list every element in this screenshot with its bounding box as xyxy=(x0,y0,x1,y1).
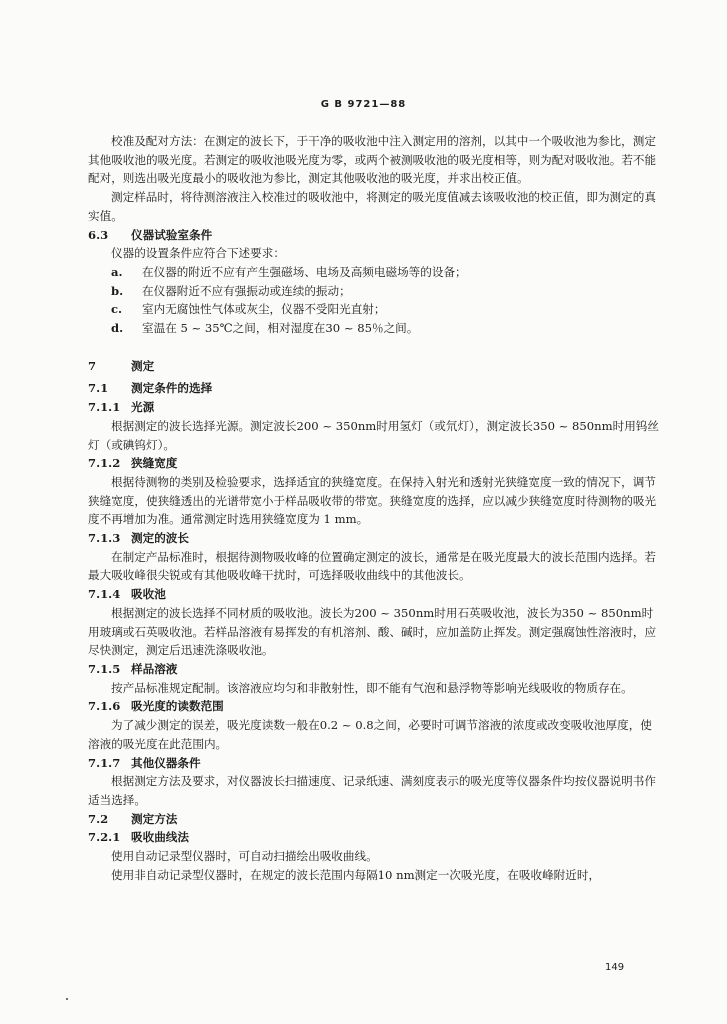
list-item xyxy=(88,282,660,301)
section-title: 吸光度的读数范围 xyxy=(131,699,224,714)
list-label: a. xyxy=(111,264,123,279)
section-number: 6.3 xyxy=(88,227,109,242)
section-title: 其他仪器条件 xyxy=(131,755,201,770)
paragraph: 在制定产品标准时，根据待测物吸收峰的位置确定测定的波长，通常是在吸光度最大的波长范围内选择。若最大吸收峰很尖锐或有其他吸收峰干扰时，可选择吸收曲线中的其他波长。 xyxy=(88,549,656,583)
section-title: 仪器试验室条件 xyxy=(131,227,213,242)
page-number: 149 xyxy=(605,962,625,973)
paragraph: 使用自动记录型仪器时，可自动扫描绘出吸收曲线。 xyxy=(111,849,378,864)
requirements-list xyxy=(88,263,660,338)
list-label: d. xyxy=(111,321,124,336)
section-heading xyxy=(88,529,660,548)
section-number: 7.1.7 xyxy=(88,755,121,770)
paragraph: 测定样品时，将待测溶液注入校准过的吸收池中，将测定的吸光度值减去该吸收池的校正值，即为测定的真实值。 xyxy=(88,190,656,223)
section-heading xyxy=(88,357,660,376)
paragraph: 根据测定的波长选择不同材质的吸收池。波长为200 ~ 350nm时用石英吸收池，波长为350 ~ 850nm时用玻璃或石英吸收池。若样品溶液有易挥发的有机溶剂、酸、碱时，应加盖防止挥发。测定强腐蚀性溶液时，应尽快测定，测定后迅速洗涤吸收池。 xyxy=(88,605,657,658)
section-number: 7.1.5 xyxy=(88,661,121,676)
section-title: 样品溶液 xyxy=(131,661,178,676)
section-number: 7.1.1 xyxy=(88,400,121,415)
section-heading xyxy=(88,585,660,604)
section-heading xyxy=(88,754,660,773)
section-heading xyxy=(88,660,660,679)
section-heading xyxy=(88,697,660,716)
section-title: 测定 xyxy=(131,358,155,373)
paragraph: 校准及配对方法：在测定的波长下，于干净的吸收池中注入测定用的溶剂，以其中一个吸收池为参比，测定其他吸收池的吸光度。若测定的吸收池吸光度为零，或两个被测吸收池的吸光度相等，则为配对吸收池。若不能配对，则选出吸光度最小的吸收池为参比，测定其他吸收池的吸光度，并求出校正值。 xyxy=(88,134,657,186)
section-heading xyxy=(88,828,660,847)
section-heading xyxy=(88,398,660,417)
list-label: b. xyxy=(111,283,124,298)
section-number: 7.1.3 xyxy=(88,531,121,546)
list-text: 在仪器的附近不应有产生强磁场、电场及高频电磁场等的设备； xyxy=(142,264,467,279)
paragraph: 根据待测物的类别及检验要求，选择适宜的狭缝宽度。在保持入射光和透射光狭缝宽度一致的情况下，调节狭缝宽度，使狭缝透出的光谱带宽小于样品吸收带的带宽。狭缝宽度的选择，应以减少狭缝宽度时待测物的吸光度不再增加为准。通常测定时选用狭缝宽度为 1 mm。 xyxy=(88,474,657,527)
section-number: 7.2 xyxy=(88,811,109,826)
paragraph: 使用非自动记录型仪器时，在规定的波长范围内每隔10 nm测定一次吸光度，在吸收峰附近时， xyxy=(111,867,601,882)
paragraph: 为了减少测定的误差，吸光度读数一般在0.2 ~ 0.8之间，必要时可调节溶液的浓度或改变吸收池厚度，使溶液的吸光度在此范围内。 xyxy=(88,718,652,751)
paragraph: 根据测定的波长选择光源。测定波长200 ~ 350nm时用氢灯（或氘灯），测定波长350 ~ 850nm时用钨丝灯（或碘钨灯）。 xyxy=(88,418,659,452)
section-heading xyxy=(88,379,660,398)
section-title: 测定条件的选择 xyxy=(131,381,213,396)
section-heading xyxy=(88,810,660,829)
section-number: 7 xyxy=(88,358,97,373)
list-label: c. xyxy=(111,302,123,317)
document-body xyxy=(88,132,660,884)
section-title: 测定方法 xyxy=(131,811,178,826)
list-text: 室内无腐蚀性气体或灰尘，仪器不受阳光直射； xyxy=(142,302,386,317)
list-text: 在仪器附近不应有强振动或连续的振动； xyxy=(142,283,351,298)
section-number: 7.1.2 xyxy=(88,456,121,471)
section-number: 7.2.1 xyxy=(88,830,121,845)
section-title: 吸收池 xyxy=(131,587,166,602)
section-heading xyxy=(88,454,660,473)
list-item xyxy=(88,300,660,319)
paragraph: 仪器的设置条件应符合下述要求： xyxy=(111,246,285,261)
list-text: 室温在 5 ~ 35℃之间，相对湿度在30 ~ 85％之间。 xyxy=(142,321,419,336)
list-item xyxy=(88,263,660,282)
section-heading xyxy=(88,226,660,245)
list-item xyxy=(88,319,660,338)
paragraph: 根据测定方法及要求，对仪器波长扫描速度、记录纸速、满刻度表示的吸光度等仪器条件均按仪器说明书作适当选择。 xyxy=(88,774,656,807)
section-number: 7.1.4 xyxy=(88,587,121,602)
section-number: 7.1.6 xyxy=(88,699,121,714)
section-title: 吸收曲线法 xyxy=(131,830,189,845)
scan-speck xyxy=(66,998,68,1000)
paragraph: 按产品标准规定配制。该溶液应均匀和非散射性，即不能有气泡和悬浮物等影响光线吸收的物质存在。 xyxy=(111,680,633,695)
section-title: 光源 xyxy=(131,400,155,415)
section-number: 7.1 xyxy=(88,381,109,396)
page-header: G B 9721—88 xyxy=(320,99,407,110)
section-title: 狭缝宽度 xyxy=(131,456,178,471)
section-title: 测定的波长 xyxy=(131,531,189,546)
